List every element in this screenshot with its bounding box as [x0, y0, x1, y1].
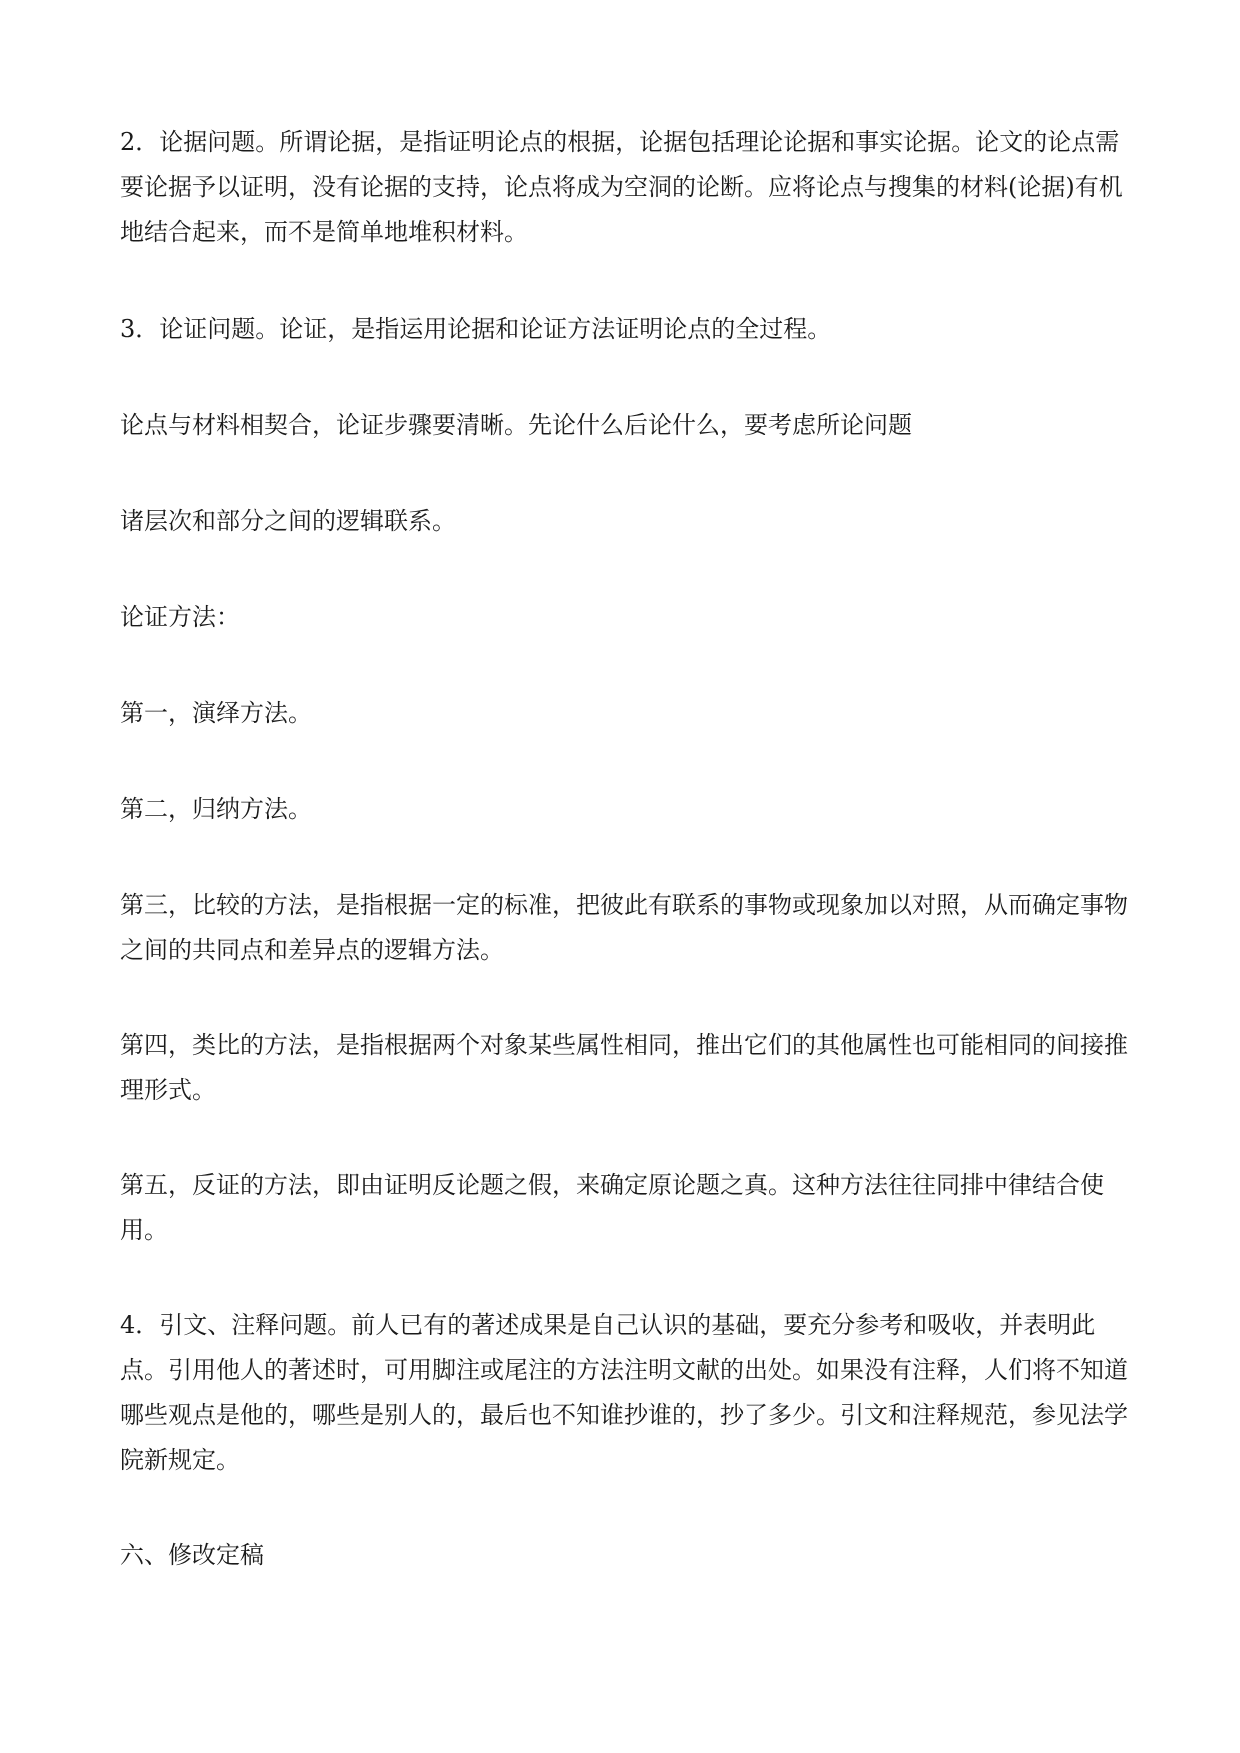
paragraph-logical-levels: 诸层次和部分之间的逻辑联系。	[120, 507, 456, 535]
section-heading-revision: 六、修改定稿	[120, 1541, 264, 1569]
method-induction: 第二，归纳方法。	[120, 795, 312, 823]
heading-argument-methods: 论证方法：	[120, 603, 240, 631]
method-analogy: 第四，类比的方法，是指根据两个对象某些属性相同，推出它们的其他属性也可能相同的间接推理形式。	[120, 1031, 1128, 1104]
paragraph-argumentation: 3．论证问题。论证，是指运用论据和论证方法证明论点的全过程。	[120, 315, 832, 343]
paragraph-citations-notes: 4．引文、注释问题。前人已有的著述成果是自己认识的基础，要充分参考和吸收，并表明此点。引用他人的著述时，可用脚注或尾注的方法注明文献的出处。如果没有注释，人们将不知道哪些观点是他的，哪些是别人的，最后也不知谁抄谁的，抄了多少。引文和注释规范，参见法学院新规定。	[120, 1311, 1128, 1474]
method-deduction: 第一，演绎方法。	[120, 699, 312, 727]
method-comparison: 第三，比较的方法，是指根据一定的标准，把彼此有联系的事物或现象加以对照，从而确定事物之间的共同点和差异点的逻辑方法。	[120, 891, 1128, 964]
paragraph-argument-material-fit: 论点与材料相契合，论证步骤要清晰。先论什么后论什么，要考虑所论问题	[120, 411, 912, 439]
paragraph-arguments-evidence: 2．论据问题。所谓论据，是指证明论点的根据，论据包括理论论据和事实论据。论文的论点需要论据予以证明，没有论据的支持，论点将成为空洞的论断。应将论点与搜集的材料(论据)有机地结合起来，而不是简单地堆积材料。	[120, 128, 1123, 246]
method-reductio: 第五，反证的方法，即由证明反论题之假，来确定原论题之真。这种方法往往同排中律结合使用。	[120, 1171, 1104, 1244]
document-body	[120, 120, 1130, 1578]
